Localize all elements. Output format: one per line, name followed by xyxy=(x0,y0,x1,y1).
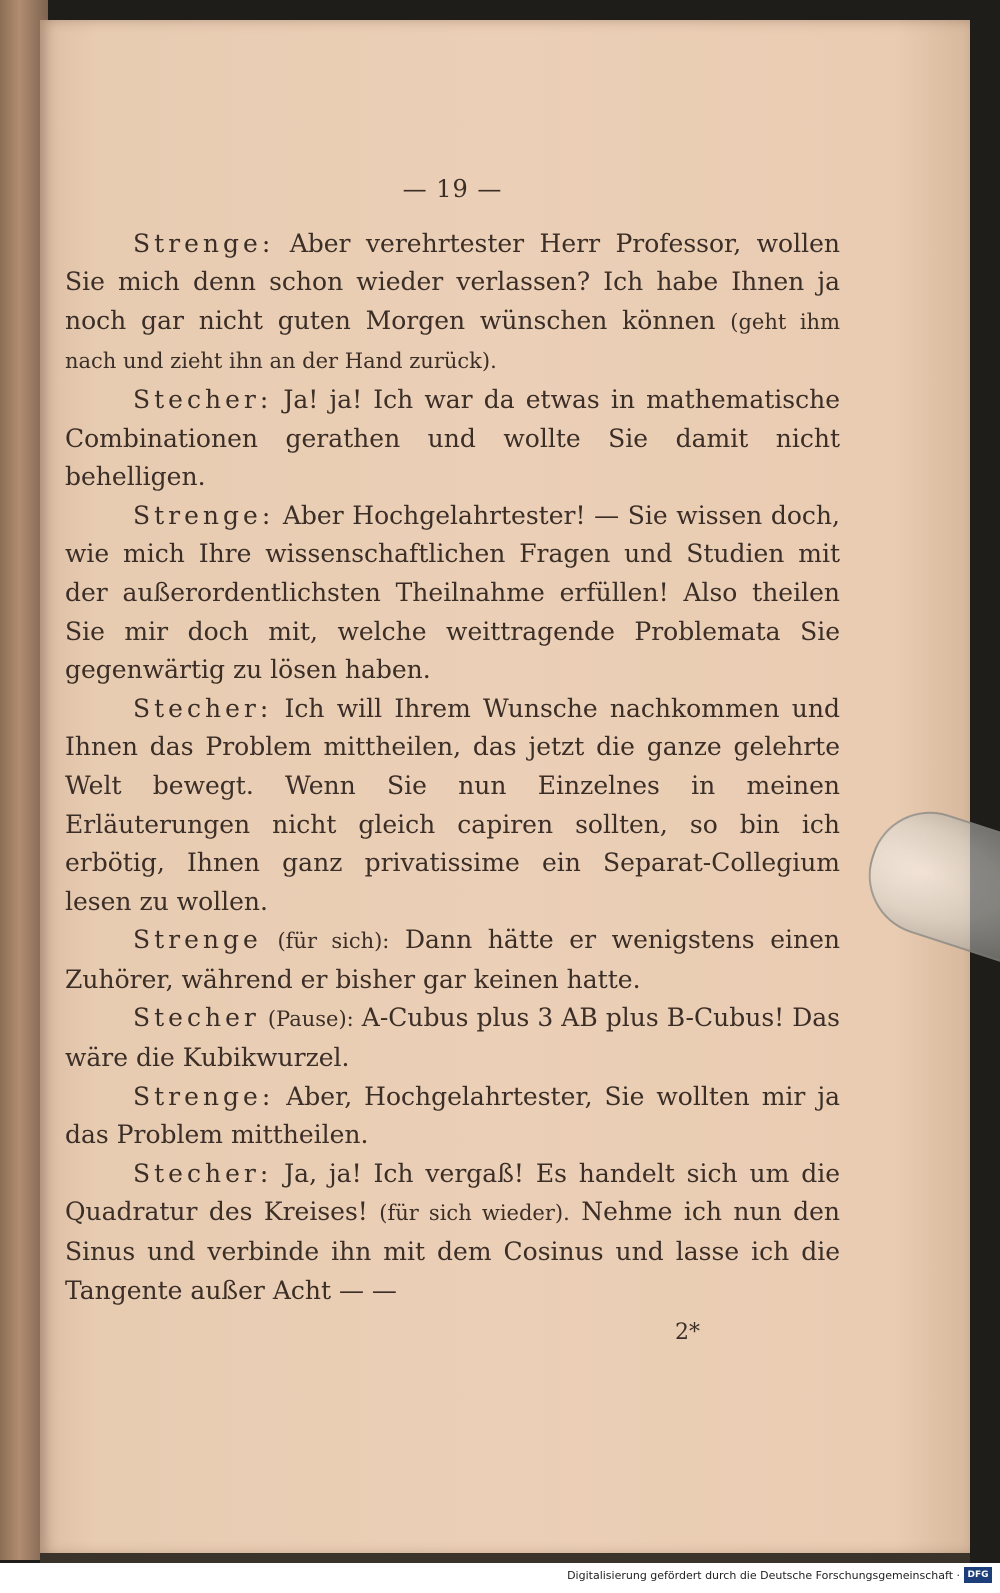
dialogue-paragraph-7 xyxy=(65,1078,840,1155)
dialogue-text: A-Cubus plus 3 AB plus B-Cubus! Das wäre die Kubikwurzel. xyxy=(65,1003,840,1073)
dialogue-paragraph-5 xyxy=(65,921,840,999)
speaker-name: Stecher: xyxy=(133,1158,273,1188)
speaker-name: Strenge: xyxy=(133,228,275,258)
dialogue-text-continued: Nehme ich nun den Sinus und verbinde ihn mit dem Cosinus und lasse ich die Tangente außer Acht — — xyxy=(65,1197,841,1305)
dialogue-text: Ja, ja! Ich vergaß! Es handelt sich um die Quadratur des Kreises! xyxy=(65,1158,840,1227)
dialogue-paragraph-8 xyxy=(65,1155,840,1310)
stage-direction: (für sich): xyxy=(277,929,390,954)
dialogue-paragraph-2 xyxy=(65,381,840,497)
footer-credit: Digitalisierung gefördert durch die Deutsche Forschungsgemeinschaft · xyxy=(567,1569,960,1582)
speaker-name: Stecher xyxy=(133,1003,260,1033)
page-bottom-edge xyxy=(40,1553,970,1563)
page-number: — 19 — xyxy=(402,175,503,203)
dialogue-text: Aber Hochgelahrtester! — Sie wissen doch, wie mich Ihre wissenschaftlichen Fragen und Studien mit der außerordentlichsten Theilnahme erfüllen! Also theilen Sie mir doch mit, welche weittragende Problemata Sie gegenwärtig zu lösen haben. xyxy=(65,500,840,685)
speaker-name: Stecher: xyxy=(133,693,273,723)
dialogue-text: Aber, Hochgelahrtester, Sie wollten mir ja das Problem mittheilen. xyxy=(65,1081,840,1150)
stage-direction: (geht ihm nach und zieht ihn an der Hand zurück). xyxy=(65,309,840,374)
signature-mark: 2* xyxy=(675,1320,700,1346)
speaker-name: Strenge: xyxy=(133,1081,275,1111)
dialogue-text: Ja! ja! Ich war da etwas in mathematische Combinationen gerathen und wollte Sie damit nicht behelligen. xyxy=(65,384,840,492)
dialogue-paragraph-4 xyxy=(65,690,840,922)
dialogue-text: Aber verehrtester Herr Professor, wollen Sie mich denn schon wieder verlassen? Ich habe Ihnen ja noch gar nicht guten Morgen wünschen können xyxy=(65,228,840,335)
dialogue-paragraph-3 xyxy=(65,497,840,690)
dialogue-text: Dann hätte er wenigstens einen Zuhörer, während er bisher gar keinen hatte. xyxy=(65,925,840,994)
dialogue-text: Ich will Ihrem Wunsche nachkommen und Ihnen das Problem mittheilen, das jetzt die ganze gelehrte Welt bewegt. Wenn Sie nun Einzelnes in meinen Erläuterungen nicht gleich capiren sollten, so bin ich erbötig, Ihnen ganz privatissime ein Separat-Collegium lesen zu wollen. xyxy=(65,693,840,916)
dialogue-paragraph-1 xyxy=(65,225,840,381)
dialogue-paragraph-6 xyxy=(65,999,840,1077)
speaker-name: Stecher: xyxy=(133,384,273,414)
page-text xyxy=(65,170,840,1353)
stage-direction: (für sich wieder). xyxy=(379,1201,570,1226)
speaker-name: Strenge xyxy=(133,925,262,955)
speaker-name: Strenge: xyxy=(133,500,275,530)
dfg-logo-icon: DFG xyxy=(964,1567,992,1583)
stage-direction: (Pause): xyxy=(267,1007,354,1032)
